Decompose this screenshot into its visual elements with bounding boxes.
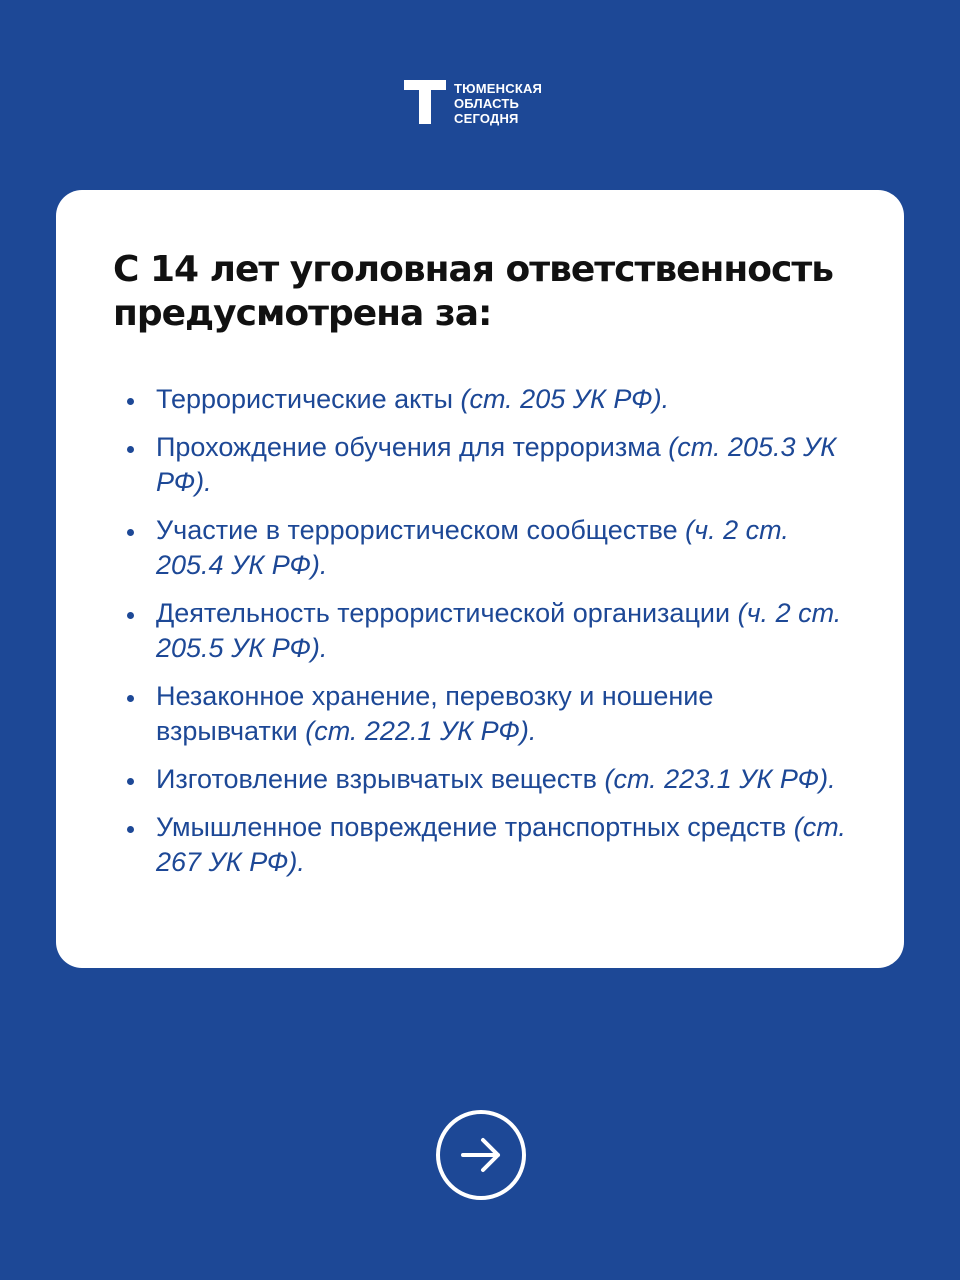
list-item <box>127 762 847 797</box>
logo-text <box>454 81 542 126</box>
bullet-icon <box>127 826 134 833</box>
list-item <box>127 382 847 417</box>
bullet-icon <box>127 446 134 453</box>
item-reference: (ст. 223.1 УК РФ). <box>604 764 836 794</box>
bullet-icon <box>127 398 134 405</box>
list-item <box>127 513 847 583</box>
logo-line: СЕГОДНЯ <box>454 111 519 126</box>
item-text: Незаконное хранение, перевозку и ношение взрывчатки <box>156 681 714 746</box>
item-reference: (ч. 2 ст. 205.5 УК РФ). <box>156 598 842 663</box>
bullet-icon <box>127 778 134 785</box>
item-text: Умышленное повреждение транспортных средств <box>156 812 794 842</box>
list-item <box>127 679 847 749</box>
item-reference: (ч. 2 ст. 205.4 УК РФ). <box>156 515 789 580</box>
bullet-icon <box>127 612 134 619</box>
item-text: Изготовление взрывчатых веществ <box>156 764 605 794</box>
next-button[interactable] <box>436 1110 526 1200</box>
offense-list <box>127 382 847 893</box>
list-item <box>127 810 847 880</box>
bullet-icon <box>127 695 134 702</box>
item-text: Террористические акты <box>156 384 461 414</box>
logo-line: ОБЛАСТЬ <box>454 96 520 111</box>
item-reference: (ст. 267 УК РФ). <box>156 812 846 877</box>
item-text: Прохождение обучения для терроризма <box>156 432 669 462</box>
card-title: С 14 лет уголовная ответственность предусмотрена за: <box>113 249 833 334</box>
list-item <box>127 596 847 666</box>
list-item <box>127 430 847 500</box>
bullet-icon <box>127 529 134 536</box>
brand-logo <box>404 80 542 126</box>
logo-line: ТЮМЕНСКАЯ <box>454 81 543 96</box>
logo-t-icon <box>404 80 446 124</box>
item-reference: (ст. 205.3 УК РФ). <box>156 432 837 497</box>
item-text: Деятельность террористической организации <box>156 598 738 628</box>
arrow-right-icon <box>458 1132 504 1178</box>
item-reference: (ст. 222.1 УК РФ). <box>305 716 537 746</box>
item-text: Участие в террористическом сообществе <box>156 515 686 545</box>
item-reference: (ст. 205 УК РФ). <box>460 384 670 414</box>
